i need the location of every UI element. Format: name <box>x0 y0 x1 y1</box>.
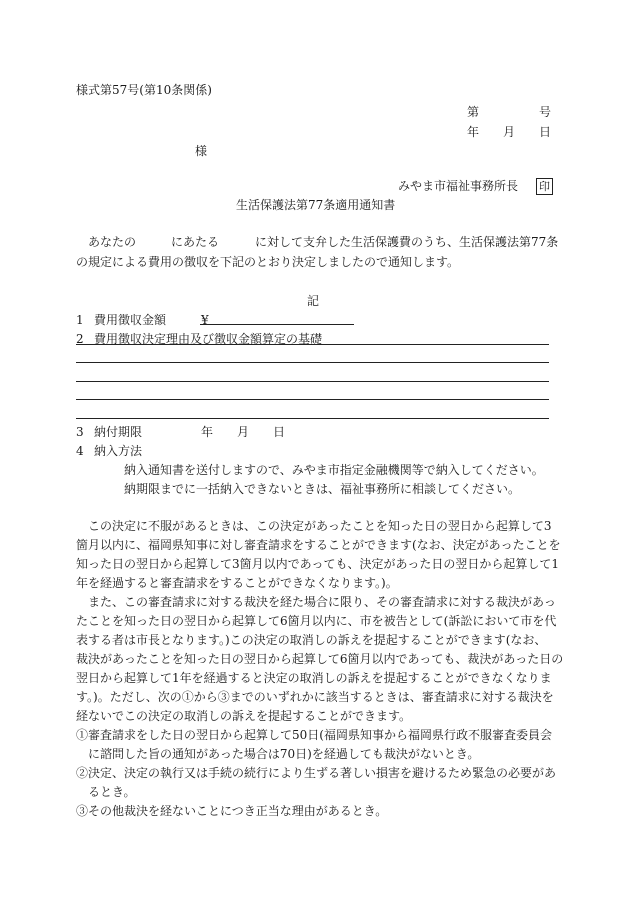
exception-list <box>76 726 557 821</box>
appeal-notice-line: たことを知った日の翌日から起算して6箇月以内に、市を被告として(訴訟において市を代 <box>76 614 557 628</box>
item3-number: 3 <box>76 425 84 439</box>
appeal-notice-line: 表する者は市長となります。)この決定の取消しの訴えを提起することができます(なお、 <box>76 633 547 647</box>
appeal-notice-line: また、この審査請求に対する裁決を経た場合に限り、その審査請求に対する裁決があっ <box>88 595 556 609</box>
intro-anatano: あなたの <box>88 235 137 249</box>
item4-label: 納入方法 <box>94 444 143 458</box>
intro-niataru: にあたる <box>171 235 220 249</box>
date-day-label: 日 <box>539 125 552 139</box>
item1-yen: ¥ <box>201 313 209 327</box>
ki-heading: 記 <box>307 294 320 308</box>
reason-line-4 <box>76 399 549 400</box>
reason-line-5 <box>76 418 549 419</box>
reason-line-2 <box>76 362 549 363</box>
exception-item-2: ②決定、決定の執行又は手続の続行により生ずる著しい損害を避けるため緊急の必要があ <box>76 766 557 780</box>
document-title: 生活保護法第77条適用通知書 <box>236 198 396 212</box>
reason-line-3 <box>76 381 549 382</box>
reason-line-1 <box>76 344 549 345</box>
item3-label: 納付期限 <box>94 425 143 439</box>
appeal-notice-line: す。)。ただし、次の①から③までのいずれかに該当するときは、審査請求に対する裁決を <box>76 690 554 704</box>
form-number: 様式第57号(第10条関係) <box>76 83 212 97</box>
appeal-notice-line: この決定に不服があるときは、この決定があったことを知った日の翌日から起算して3 <box>88 519 552 533</box>
item1-number: 1 <box>76 313 84 327</box>
appeal-notice-paragraph-2 <box>76 593 564 726</box>
exception-item-2-cont: るとき。 <box>88 785 136 799</box>
item3-day-label: 日 <box>273 425 286 439</box>
appeal-notice-line: 裁決があったことを知った日の翌日から起算して6箇月以内であっても、裁決があった日の <box>76 652 564 666</box>
item2-number: 2 <box>76 332 84 346</box>
intro-line2: の規定による費用の徴収を下記のとおり決定しましたので通知します。 <box>76 255 460 269</box>
appeal-notice-line: 年を経過すると審査請求をすることができなくなります。)。 <box>76 576 398 590</box>
exception-item-3: ③その他裁決を経ないことにつき正当な理由があるとき。 <box>76 804 388 818</box>
intro-line1-rest: に対して支弁した生活保護費のうち、生活保護法第77条 <box>255 235 559 249</box>
date-month-label: 月 <box>503 125 516 139</box>
item2-label: 費用徴収決定理由及び徴収金額算定の基礎 <box>94 332 323 346</box>
item3-year-label: 年 <box>201 425 214 439</box>
seal-stamp: 印 <box>536 178 553 195</box>
item4-method-line2: 納期限までに一括納入できないときは、福祉事務所に相談してください。 <box>124 482 521 496</box>
recipient-sama: 様 <box>195 144 208 158</box>
doc-number-go: 号 <box>539 105 552 119</box>
amount-underline <box>200 324 354 325</box>
exception-item-1-cont: に諮問した旨の通知があった場合は70日)を経過しても裁決がないとき。 <box>88 747 480 761</box>
appeal-notice-line: 翌日から起算して1年を経過すると決定の取消しの訴えを提起することができなくなりま <box>76 671 552 685</box>
item1-label: 費用徴収金額 <box>94 313 167 327</box>
date-year-label: 年 <box>467 125 480 139</box>
item3-month-label: 月 <box>237 425 250 439</box>
doc-number-dai: 第 <box>467 105 480 119</box>
appeal-notice-line: 経ないでこの決定の取消しの訴えを提起することができます。 <box>76 709 412 723</box>
appeal-notice-line: 箇月以内に、福岡県知事に対し審査請求をすることができます(なお、決定があったことを <box>76 538 561 552</box>
item4-method-line1: 納入通知書を送付しますので、みやま市指定金融機関等で納入してください。 <box>124 463 544 477</box>
appeal-notice-line: 知った日の翌日から起算して3箇月以内であっても、決定があった日の翌日から起算して1 <box>76 557 560 571</box>
exception-item-1: ①審査請求をした日の翌日から起算して50日(福岡県知事から福岡県行政不服審査委員会 <box>76 728 552 742</box>
appeal-notice-paragraph-1 <box>76 517 561 593</box>
item4-number: 4 <box>76 444 84 458</box>
sender-name: みやま市福祉事務所長 <box>398 179 519 193</box>
